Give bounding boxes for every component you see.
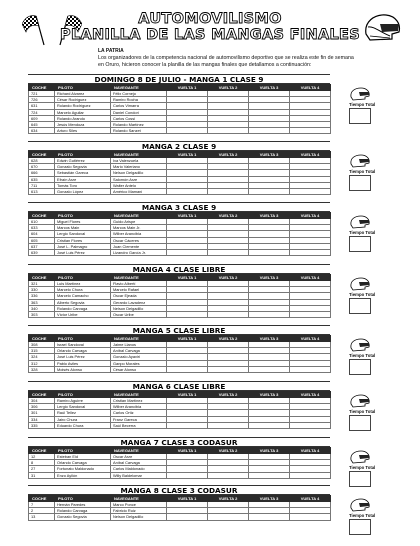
piloto-cell: Richard Alvarez bbox=[55, 91, 111, 97]
column-header: VUELTA 1 bbox=[167, 392, 208, 398]
tiempo-total-box[interactable] bbox=[349, 415, 371, 431]
vuelta-cell[interactable] bbox=[249, 312, 290, 318]
section-title: MANGA 6 CLASE LIBRE bbox=[28, 381, 330, 391]
piloto-cell: Esteban Eid bbox=[55, 454, 111, 460]
column-header: VUELTA 1 bbox=[167, 152, 208, 158]
piloto-cell: Hernán Paredes bbox=[55, 502, 111, 508]
coche-cell: 335 bbox=[29, 422, 55, 428]
vuelta-cell[interactable] bbox=[290, 189, 331, 195]
coche-cell: 605 bbox=[29, 237, 55, 243]
section-title: DOMINGO 8 DE JULIO - MANGA 1 CLASE 9 bbox=[28, 74, 330, 84]
table-row bbox=[29, 422, 331, 428]
table-row bbox=[29, 250, 331, 256]
column-header: NAVEGANTE bbox=[111, 496, 167, 502]
piloto-cell: Moisés Alonso bbox=[55, 366, 111, 372]
column-header: NAVEGANTE bbox=[111, 152, 167, 158]
coche-cell: 726 bbox=[29, 97, 55, 103]
vuelta-cell[interactable] bbox=[290, 472, 331, 478]
coche-cell: 645 bbox=[29, 122, 55, 128]
navegante-cell: Iva Valenzuela bbox=[111, 158, 167, 164]
vuelta-cell[interactable] bbox=[290, 128, 331, 134]
coche-cell: 724 bbox=[29, 109, 55, 115]
coche-cell: 7 bbox=[29, 502, 55, 508]
vuelta-cell[interactable] bbox=[249, 514, 290, 520]
piloto-cell: Sebastián Gareca bbox=[55, 170, 111, 176]
tiempo-total-panel bbox=[347, 450, 403, 487]
vuelta-cell[interactable] bbox=[208, 514, 249, 520]
coche-cell: 711 bbox=[29, 182, 55, 188]
helmet-icon bbox=[349, 277, 371, 291]
column-header: PILOTO bbox=[55, 85, 111, 91]
column-header: NAVEGANTE bbox=[111, 392, 167, 398]
piloto-cell: Rolando Rodríguez bbox=[55, 103, 111, 109]
column-header: VUELTA 4 bbox=[290, 392, 331, 398]
piloto-cell: Jairo Chura bbox=[55, 416, 111, 422]
piloto-cell: Edwin Gutiérrez bbox=[55, 158, 111, 164]
navegante-cell: Carlos Ortiz bbox=[111, 410, 167, 416]
page-header bbox=[0, 0, 420, 46]
navegante-cell: Aníbal Carvaga bbox=[111, 460, 167, 466]
vuelta-cell[interactable] bbox=[167, 472, 208, 478]
coche-cell: 308 bbox=[29, 342, 55, 348]
vuelta-cell[interactable] bbox=[208, 366, 249, 372]
navegante-cell: Nelson Delgadillo bbox=[111, 514, 167, 520]
vuelta-cell[interactable] bbox=[208, 312, 249, 318]
results-table bbox=[28, 151, 331, 195]
navegante-cell: Wilber Arancibia bbox=[111, 404, 167, 410]
piloto-cell: Víctor Uribe bbox=[55, 312, 111, 318]
source-label: LA PATRIA bbox=[98, 48, 124, 54]
piloto-cell: Rolando Carvaga bbox=[55, 508, 111, 514]
manga-section bbox=[28, 264, 398, 318]
navegante-cell: Marcelo Rafael bbox=[111, 287, 167, 293]
tiempo-total-label: Tiempo Total bbox=[349, 513, 376, 518]
piloto-cell: Gonzalo Segovia bbox=[55, 164, 111, 170]
tiempo-total-panel bbox=[347, 87, 403, 124]
column-header: VUELTA 3 bbox=[249, 275, 290, 281]
navegante-cell: Guido Arispe bbox=[111, 219, 167, 225]
column-header: VUELTA 1 bbox=[167, 448, 208, 454]
results-table bbox=[28, 391, 331, 429]
navegante-cell: Cristian Martínez bbox=[111, 398, 167, 404]
coche-cell: 306 bbox=[29, 404, 55, 410]
column-header: VUELTA 3 bbox=[249, 152, 290, 158]
coche-cell: 321 bbox=[29, 281, 55, 287]
section-title: MANGA 3 CLASE 9 bbox=[28, 202, 330, 212]
piloto-cell: Ramiro Aguirre bbox=[55, 398, 111, 404]
navegante-cell: César Alonso bbox=[111, 366, 167, 372]
navegante-cell: Gerardo Lavadenz bbox=[111, 299, 167, 305]
tiempo-total-panel bbox=[347, 277, 403, 314]
column-header: NAVEGANTE bbox=[111, 448, 167, 454]
column-header: VUELTA 2 bbox=[208, 336, 249, 342]
piloto-cell: Gonzalo Segovia bbox=[55, 514, 111, 520]
piloto-cell: Eduardo Chura bbox=[55, 422, 111, 428]
column-header: COCHE bbox=[29, 152, 55, 158]
navegante-cell: Saúl Becerra bbox=[111, 422, 167, 428]
column-header: VUELTA 4 bbox=[290, 496, 331, 502]
coche-cell: 631 bbox=[29, 103, 55, 109]
coche-cell: 609 bbox=[29, 115, 55, 121]
navegante-cell: Félix Cornejo bbox=[111, 91, 167, 97]
navegante-cell: Jaime Llanos bbox=[111, 342, 167, 348]
tiempo-total-box[interactable] bbox=[349, 298, 371, 314]
coche-cell: 330 bbox=[29, 287, 55, 293]
navegante-cell: Carlos Vimarra bbox=[111, 103, 167, 109]
column-header: VUELTA 1 bbox=[167, 85, 208, 91]
coche-cell: 27 bbox=[29, 466, 55, 472]
piloto-cell: Arturo Siles bbox=[55, 128, 111, 134]
column-header: COCHE bbox=[29, 448, 55, 454]
helmet-icon bbox=[349, 154, 371, 168]
column-header: VUELTA 2 bbox=[208, 275, 249, 281]
column-header: VUELTA 4 bbox=[290, 448, 331, 454]
navegante-cell: Wilber Arancibia bbox=[111, 231, 167, 237]
coche-cell: 324 bbox=[29, 354, 55, 360]
navegante-cell: Américo Mamani bbox=[111, 189, 167, 195]
coche-cell: 666 bbox=[29, 170, 55, 176]
table-row bbox=[29, 514, 331, 520]
coche-cell: 633 bbox=[29, 225, 55, 231]
coche-cell: 303 bbox=[29, 312, 55, 318]
column-header: VUELTA 1 bbox=[167, 336, 208, 342]
navegante-cell: Franz Gareca bbox=[111, 416, 167, 422]
column-header: VUELTA 4 bbox=[290, 275, 331, 281]
results-table bbox=[28, 495, 331, 521]
coche-cell: 8 bbox=[29, 460, 55, 466]
navegante-cell: Aníbal Carvaga bbox=[111, 348, 167, 354]
column-header: VUELTA 2 bbox=[208, 496, 249, 502]
navegante-cell: Ganpo Morales bbox=[111, 360, 167, 366]
piloto-cell: Marcelo Aguilar bbox=[55, 109, 111, 115]
navegante-cell: Flavio Albertí bbox=[111, 281, 167, 287]
navegante-cell: Oscar Ejeada bbox=[111, 293, 167, 299]
piloto-cell: Israel Sandoval bbox=[55, 342, 111, 348]
column-header: NAVEGANTE bbox=[111, 85, 167, 91]
table-row bbox=[29, 366, 331, 372]
helmet-icon bbox=[349, 498, 371, 512]
helmet-icon bbox=[349, 450, 371, 464]
column-header: VUELTA 3 bbox=[249, 213, 290, 219]
table-row bbox=[29, 472, 331, 478]
column-header: PILOTO bbox=[55, 392, 111, 398]
column-header: VUELTA 2 bbox=[208, 392, 249, 398]
piloto-cell: Miguel Flores bbox=[55, 219, 111, 225]
column-header: VUELTA 1 bbox=[167, 213, 208, 219]
manga-section bbox=[28, 485, 398, 521]
piloto-cell: Enzo Ayllón bbox=[55, 472, 111, 478]
piloto-cell: Efraín Arze bbox=[55, 176, 111, 182]
vuelta-cell[interactable] bbox=[249, 189, 290, 195]
column-header: PILOTO bbox=[55, 275, 111, 281]
column-header: COCHE bbox=[29, 275, 55, 281]
coche-cell: 328 bbox=[29, 366, 55, 372]
column-header: NAVEGANTE bbox=[111, 275, 167, 281]
piloto-cell: Pablo Aviles bbox=[55, 360, 111, 366]
vuelta-cell[interactable] bbox=[167, 514, 208, 520]
column-header: COCHE bbox=[29, 213, 55, 219]
manga-section bbox=[28, 202, 398, 256]
navegante-cell: Nelson Delgadillo bbox=[111, 170, 167, 176]
vuelta-cell[interactable] bbox=[249, 472, 290, 478]
vuelta-cell[interactable] bbox=[208, 422, 249, 428]
vuelta-cell[interactable] bbox=[167, 250, 208, 256]
vuelta-cell[interactable] bbox=[249, 422, 290, 428]
tiempo-total-box[interactable] bbox=[349, 108, 371, 124]
navegante-cell: Gonzalo Ayaviri bbox=[111, 354, 167, 360]
vuelta-cell[interactable] bbox=[167, 128, 208, 134]
tiempo-total-label: Tiempo Total bbox=[349, 409, 376, 414]
tiempo-total-panel bbox=[347, 215, 403, 252]
column-header: VUELTA 3 bbox=[249, 392, 290, 398]
coche-cell: 613 bbox=[29, 189, 55, 195]
piloto-cell: César Rodríguez bbox=[55, 97, 111, 103]
section-title: MANGA 8 CLASE 3 CODASUR bbox=[28, 485, 330, 495]
piloto-cell: Tomás Toro bbox=[55, 182, 111, 188]
results-table bbox=[28, 335, 331, 373]
vuelta-cell[interactable] bbox=[249, 250, 290, 256]
tiempo-total-panel bbox=[347, 498, 403, 535]
intro-text: Los organizadores de la competencia nacional de automovilismo deportivo que se realiza este fin de semana en Oruro, hicieron conocer la planilla de las mangas finales que detallamos a continuación: bbox=[98, 55, 354, 68]
vuelta-cell[interactable] bbox=[208, 472, 249, 478]
helmet-icon bbox=[362, 12, 402, 44]
piloto-cell: José L. Palmagro bbox=[55, 243, 111, 249]
helmet-icon bbox=[349, 394, 371, 408]
navegante-cell: Juan Clemente bbox=[111, 243, 167, 249]
column-header: PILOTO bbox=[55, 213, 111, 219]
piloto-cell: Fortunato Maldonado bbox=[55, 466, 111, 472]
tiempo-total-box[interactable] bbox=[349, 175, 371, 191]
table-row bbox=[29, 312, 331, 318]
navegante-cell: Marco Ponce bbox=[111, 502, 167, 508]
coche-cell: 301 bbox=[29, 410, 55, 416]
piloto-cell: Orlando Carvaga bbox=[55, 348, 111, 354]
coche-cell: 315 bbox=[29, 348, 55, 354]
tiempo-total-box[interactable] bbox=[349, 359, 371, 375]
coche-cell: 670 bbox=[29, 164, 55, 170]
piloto-cell: Marcelo Camacho bbox=[55, 293, 111, 299]
navegante-cell: Salomón Arze bbox=[111, 176, 167, 182]
column-header: VUELTA 2 bbox=[208, 85, 249, 91]
column-header: NAVEGANTE bbox=[111, 336, 167, 342]
navegante-cell: Oscar Uribe bbox=[111, 312, 167, 318]
piloto-cell: José Luis Pérez bbox=[55, 250, 111, 256]
column-header: VUELTA 3 bbox=[249, 448, 290, 454]
vuelta-cell[interactable] bbox=[167, 312, 208, 318]
section-title: MANGA 4 CLASE LIBRE bbox=[28, 264, 330, 274]
column-header: VUELTA 2 bbox=[208, 448, 249, 454]
navegante-cell: Carlos Maldonado bbox=[111, 466, 167, 472]
vuelta-cell[interactable] bbox=[208, 189, 249, 195]
piloto-cell: Rolando Arando bbox=[55, 115, 111, 121]
results-table bbox=[28, 84, 331, 134]
piloto-cell: Lergio Sandoval bbox=[55, 231, 111, 237]
vuelta-cell[interactable] bbox=[290, 312, 331, 318]
navegante-cell: Oscar Cáceres bbox=[111, 237, 167, 243]
tiempo-total-label: Tiempo Total bbox=[349, 353, 376, 358]
vuelta-cell[interactable] bbox=[208, 250, 249, 256]
coche-cell: 304 bbox=[29, 398, 55, 404]
tiempo-total-box[interactable] bbox=[349, 236, 371, 252]
section-title: MANGA 2 CLASE 9 bbox=[28, 141, 330, 151]
coche-cell: 610 bbox=[29, 219, 55, 225]
section-title: MANGA 5 CLASE LIBRE bbox=[28, 325, 330, 335]
coche-cell: 634 bbox=[29, 128, 55, 134]
vuelta-cell[interactable] bbox=[290, 366, 331, 372]
column-header: VUELTA 4 bbox=[290, 152, 331, 158]
piloto-cell: Gonzalo López bbox=[55, 189, 111, 195]
vuelta-cell[interactable] bbox=[167, 366, 208, 372]
helmet-icon bbox=[349, 87, 371, 101]
tiempo-total-panel bbox=[347, 394, 403, 431]
navegante-cell: Rolando Sanzet bbox=[111, 128, 167, 134]
column-header: VUELTA 3 bbox=[249, 496, 290, 502]
navegante-cell: Willy Baldelomar bbox=[111, 472, 167, 478]
column-header: VUELTA 1 bbox=[167, 496, 208, 502]
column-header: VUELTA 3 bbox=[249, 85, 290, 91]
piloto-cell: Alberto Segovia bbox=[55, 299, 111, 305]
column-header: VUELTA 4 bbox=[290, 336, 331, 342]
column-header: VUELTA 1 bbox=[167, 275, 208, 281]
coche-cell: 334 bbox=[29, 416, 55, 422]
navegante-cell: Fabricio Ruiz bbox=[111, 508, 167, 514]
column-header: PILOTO bbox=[55, 448, 111, 454]
helmet-icon bbox=[349, 338, 371, 352]
helmet-icon bbox=[349, 215, 371, 229]
page-title-line2: PLANILLA DE LAS MANGAS FINALES bbox=[60, 27, 360, 43]
piloto-cell: José Luis Pérez bbox=[55, 354, 111, 360]
tiempo-total-panel bbox=[347, 338, 403, 375]
vuelta-cell[interactable] bbox=[167, 189, 208, 195]
vuelta-cell[interactable] bbox=[290, 514, 331, 520]
navegante-cell: Carlos Cossi bbox=[111, 115, 167, 121]
piloto-cell: Marcos Main bbox=[55, 225, 111, 231]
page-title-line1: AUTOMOVILISMO bbox=[138, 11, 282, 27]
coche-cell: 13 bbox=[29, 514, 55, 520]
manga-section bbox=[28, 437, 398, 479]
piloto-cell: Cristian Flores bbox=[55, 237, 111, 243]
results-table bbox=[28, 274, 331, 318]
piloto-cell: Jesús Mendoza bbox=[55, 122, 111, 128]
piloto-cell: Luis Martínez bbox=[55, 281, 111, 287]
table-row bbox=[29, 128, 331, 134]
coche-cell: 635 bbox=[29, 176, 55, 182]
vuelta-cell[interactable] bbox=[290, 422, 331, 428]
piloto-cell: Rolando Carvaga bbox=[55, 305, 111, 311]
column-header: COCHE bbox=[29, 496, 55, 502]
vuelta-cell[interactable] bbox=[249, 128, 290, 134]
navegante-cell: Nelson Delgadillo bbox=[111, 305, 167, 311]
piloto-cell: Lergio Sandoval bbox=[55, 404, 111, 410]
section-title: MANGA 7 CLASE 3 CODASUR bbox=[28, 437, 330, 447]
column-header: PILOTO bbox=[55, 336, 111, 342]
coche-cell: 637 bbox=[29, 243, 55, 249]
vuelta-cell[interactable] bbox=[249, 366, 290, 372]
coche-cell: 336 bbox=[29, 293, 55, 299]
coche-cell: 363 bbox=[29, 299, 55, 305]
tiempo-total-panel bbox=[347, 154, 403, 191]
table-row bbox=[29, 189, 331, 195]
navegante-cell: Marcos Main Jr. bbox=[111, 225, 167, 231]
column-header: VUELTA 2 bbox=[208, 152, 249, 158]
column-header: VUELTA 3 bbox=[249, 336, 290, 342]
tiempo-total-label: Tiempo Total bbox=[349, 102, 376, 107]
manga-section bbox=[28, 381, 398, 429]
coche-cell: 628 bbox=[29, 158, 55, 164]
vuelta-cell[interactable] bbox=[167, 422, 208, 428]
navegante-cell: Ramiro Rocha bbox=[111, 97, 167, 103]
vuelta-cell[interactable] bbox=[290, 250, 331, 256]
vuelta-cell[interactable] bbox=[208, 128, 249, 134]
coche-cell: 31 bbox=[29, 472, 55, 478]
navegante-cell: Daniel Condori bbox=[111, 109, 167, 115]
results-table bbox=[28, 447, 331, 479]
column-header: NAVEGANTE bbox=[111, 213, 167, 219]
column-header: COCHE bbox=[29, 392, 55, 398]
navegante-cell: Lizandro García Jr. bbox=[111, 250, 167, 256]
column-header: PILOTO bbox=[55, 496, 111, 502]
coche-cell: 2 bbox=[29, 508, 55, 514]
column-header: COCHE bbox=[29, 85, 55, 91]
column-header: VUELTA 2 bbox=[208, 213, 249, 219]
manga-section bbox=[28, 74, 398, 134]
coche-cell: 312 bbox=[29, 360, 55, 366]
manga-section bbox=[28, 141, 398, 195]
piloto-cell: Marcelo Chura bbox=[55, 287, 111, 293]
coche-cell: 12 bbox=[29, 454, 55, 460]
navegante-cell: Rolando Martínez bbox=[111, 122, 167, 128]
tiempo-total-label: Tiempo Total bbox=[349, 169, 376, 174]
column-header: VUELTA 4 bbox=[290, 213, 331, 219]
coche-cell: 604 bbox=[29, 231, 55, 237]
column-header: PILOTO bbox=[55, 152, 111, 158]
coche-cell: 340 bbox=[29, 305, 55, 311]
tiempo-total-box[interactable] bbox=[349, 519, 371, 535]
column-header: COCHE bbox=[29, 336, 55, 342]
tiempo-total-label: Tiempo Total bbox=[349, 465, 376, 470]
navegante-cell: Oscar Arze bbox=[111, 454, 167, 460]
piloto-cell: Raúl Tellez bbox=[55, 410, 111, 416]
coche-cell: 639 bbox=[29, 250, 55, 256]
coche-cell: 721 bbox=[29, 91, 55, 97]
tiempo-total-label: Tiempo Total bbox=[349, 292, 376, 297]
piloto-cell: Orlando Carvaga bbox=[55, 460, 111, 466]
navegante-cell: Mario Valeriano bbox=[111, 164, 167, 170]
tiempo-total-label: Tiempo Total bbox=[349, 230, 376, 235]
navegante-cell: Walter Antelo bbox=[111, 182, 167, 188]
column-header: VUELTA 4 bbox=[290, 85, 331, 91]
results-table bbox=[28, 212, 331, 256]
manga-section bbox=[28, 325, 398, 373]
